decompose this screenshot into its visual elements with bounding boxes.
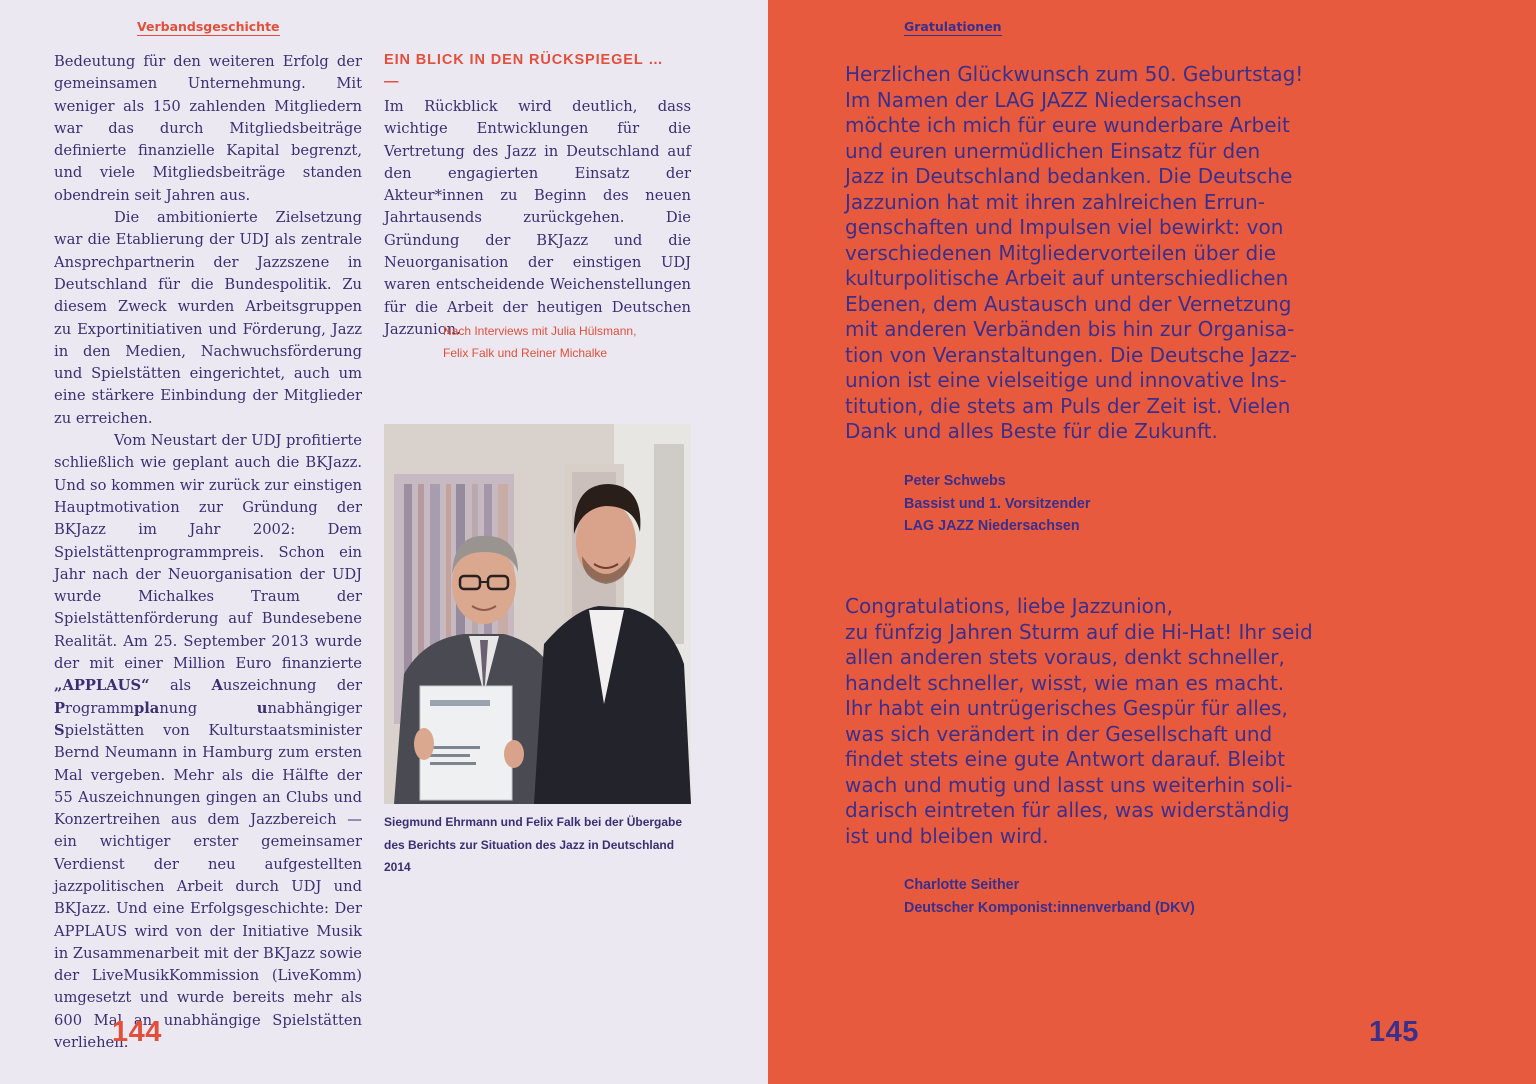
quote-line: möchte ich mich für eure wunderbare Arbeit [845,113,1290,137]
body-column-1 [54,51,362,1054]
text: nung [159,699,198,717]
quote-line: mit anderen Verbänden bis hin zur Organisa- [845,317,1295,341]
quote-line: zu fünfzig Jahren Sturm auf die Hi-Hat! Ihr seid [845,619,1313,644]
quote-line: findet stets eine gute Antwort darauf. Bleibt [845,747,1286,771]
signature-name: Charlotte Seither [904,877,1020,893]
subheading: EIN BLICK IN DEN RÜCKSPIEGEL … [384,52,664,68]
text: uszeichnung der [222,677,362,695]
quote-line: titution, die stets am Puls der Zeit ist. Vielen [845,393,1291,418]
quote-line: union ist eine vielseitige und innovative Ins- [845,368,1287,392]
quote-line: Dank und alles Beste für die Zukunft. [845,419,1218,443]
paragraph: Im Rückblick wird deutlich, dass wichtige Entwicklungen für die Vertretung des Jazz in Deutschland auf den engagierten Einsatz der Akteur*innen zu Beginn des neuen Jahrtausends zurückgehen. Die Gründung der BKJazz und die Neuorganisation der einstigen UDJ waren entscheidende Weichenstellungen für die Arbeit der heutigen Deutschen Jazzunion. [384,98,691,338]
quote-line: darisch eintreten für alles, was widerständig [845,798,1290,822]
quote-line: Im Namen der LAG JAZZ Niedersachsen [845,87,1242,112]
quote-line: wach und mutig und lasst uns weiterhin soli- [845,772,1293,797]
text: nabhängiger [267,699,362,717]
signature-1 [904,470,1090,538]
acronym-letter: P [54,699,66,717]
photo [384,424,691,804]
signature-role: Bassist und 1. Vorsitzender [904,495,1091,512]
page-number: 144 [112,1016,162,1048]
congratulation-quote-1 [845,62,1303,445]
acronym-letter: u [256,699,268,717]
subheading-dash: — [384,74,399,90]
acronym-letter: pla [133,699,160,717]
quote-line: genschaften und Impulsen viel bewirkt: von [845,215,1284,239]
signature-name: Peter Schwebs [904,473,1006,489]
text: an unabhängige Spielstätten verliehen. [54,1011,363,1052]
quote-line: ist und bleiben wird. [845,823,1049,848]
quote-line: handelt schneller, wisst, wie man es macht. [845,670,1285,695]
signature-org: Deutscher Komponist:innenverband (DKV) [904,899,1195,916]
paragraph-text: Vom Neustart der UDJ profitierte schließlich wie geplant auch die BKJazz. Und so kommen wir zurück zur einstigen Hauptmotivation zur Gründung der BKJazz im Jahr 2002: Dem Spielstättenprogrammpreis. Schon ein Jahr nach der Neuorganisation der UDJ wurde Michalkes Traum der Spielstättenförderung auf Bundesebene Realität. Am 25. September 2013 wurde der mit einer Million Euro finanzierte [54,432,362,673]
quote-line: Ihr habt ein untrügerisches Gespür für alles, [845,696,1288,720]
photo-illustration [384,424,691,804]
photo-caption: Siegmund Ehrmann und Felix Falk bei der Übergabe des Berichts zur Situation des Jazz in Deutschland 2014 [384,815,683,874]
paragraph [54,430,362,1054]
quote-line: was sich verändert in der Gesellschaft und [845,721,1273,746]
right-page [768,0,1536,1084]
congratulation-quote-2 [845,594,1313,849]
section-label: Verbandsgeschichte [137,19,280,34]
quote-line: kulturpolitische Arbeit auf unterschiedlichen [845,266,1289,290]
body-column-2 [384,96,691,341]
quote-line: Jazz in Deutschland bedanken. Die Deutsche [845,164,1293,188]
signature-org: LAG JAZZ Niedersachsen [904,518,1080,534]
quote-line: Congratulations, liebe Jazzunion, [845,594,1173,618]
interview-credit [443,320,703,364]
acronym-letter: A [211,677,223,695]
text: rogramm [65,699,134,717]
quote-line: und euren unermüdlichen Einsatz für den [845,138,1261,163]
section-label: Gratulationen [904,19,1002,34]
applaus-title: „APPLAUS“ [54,677,150,695]
page-number: 145 [1369,1016,1419,1048]
paragraph: Die ambitionierte Zielsetzung war die Etablierung der UDJ als zentrale Ansprechpartnerin der Jazzszene in Deutschland für die Bundespolitik. Zu diesem Zweck wurden Arbeitsgruppen zu Exportinitiativen und Förderung, Jazz in den Medien, Nachwuchsförderung und Spielstätten eingerichtet, auch um eine stärkere Einbindung der Mitglieder zu erreichen. [54,209,362,427]
quote-line: verschiedenen Mitgliedervorteilen über die [845,240,1277,265]
credit-line: Felix Falk und Reiner Michalke [443,346,608,360]
text: pielstätten von Kulturstaatsminister Bernd Neumann in Hamburg zum ersten Mal vergeben. Mehr als die Hälfte der 55 Auszeichnungen gingen an Clubs und Konzertreihen aus dem Jazzbereich — ein wichtiger erster gemeinsamer Verdienst der neu aufgestellten jazzpolitischen Arbeit durch UDJ und BKJazz. Und eine Erfolgsgeschichte: Der APPLAUS wird von der Initiative Musik in Zusammenarbeit mit der BKJazz sowie der LiveMusikKommission (LiveKomm) umgesetzt und wurde bereits mehr als 600 Mal [54,721,362,1029]
quote-line: tion von Veranstaltungen. Die Deutsche Jazz- [845,342,1297,367]
text: als [169,677,191,695]
quote-line: Ebenen, dem Austausch und der Vernetzung [845,291,1292,316]
credit-line: Nach Interviews mit Julia Hülsmann, [443,324,637,338]
quote-line: allen anderen stets voraus, denkt schneller, [845,645,1285,669]
quote-line: Jazzunion hat mit ihren zahlreichen Errun- [845,189,1265,214]
paragraph: Bedeutung für den weiteren Erfolg der gemeinsamen Unternehmung. Mit weniger als 150 zahlenden Mitgliedern war das durch Mitgliedsbeiträge definierte finanzielle Kapital begrenzt, und viele Mitgliedsbeiträge standen obendrein seit Jahren aus. [54,53,362,204]
quote-line: Herzlichen Glückwunsch zum 50. Geburtstag! [845,62,1304,86]
signature-2 [904,874,1195,919]
acronym-letter: S [54,721,65,739]
